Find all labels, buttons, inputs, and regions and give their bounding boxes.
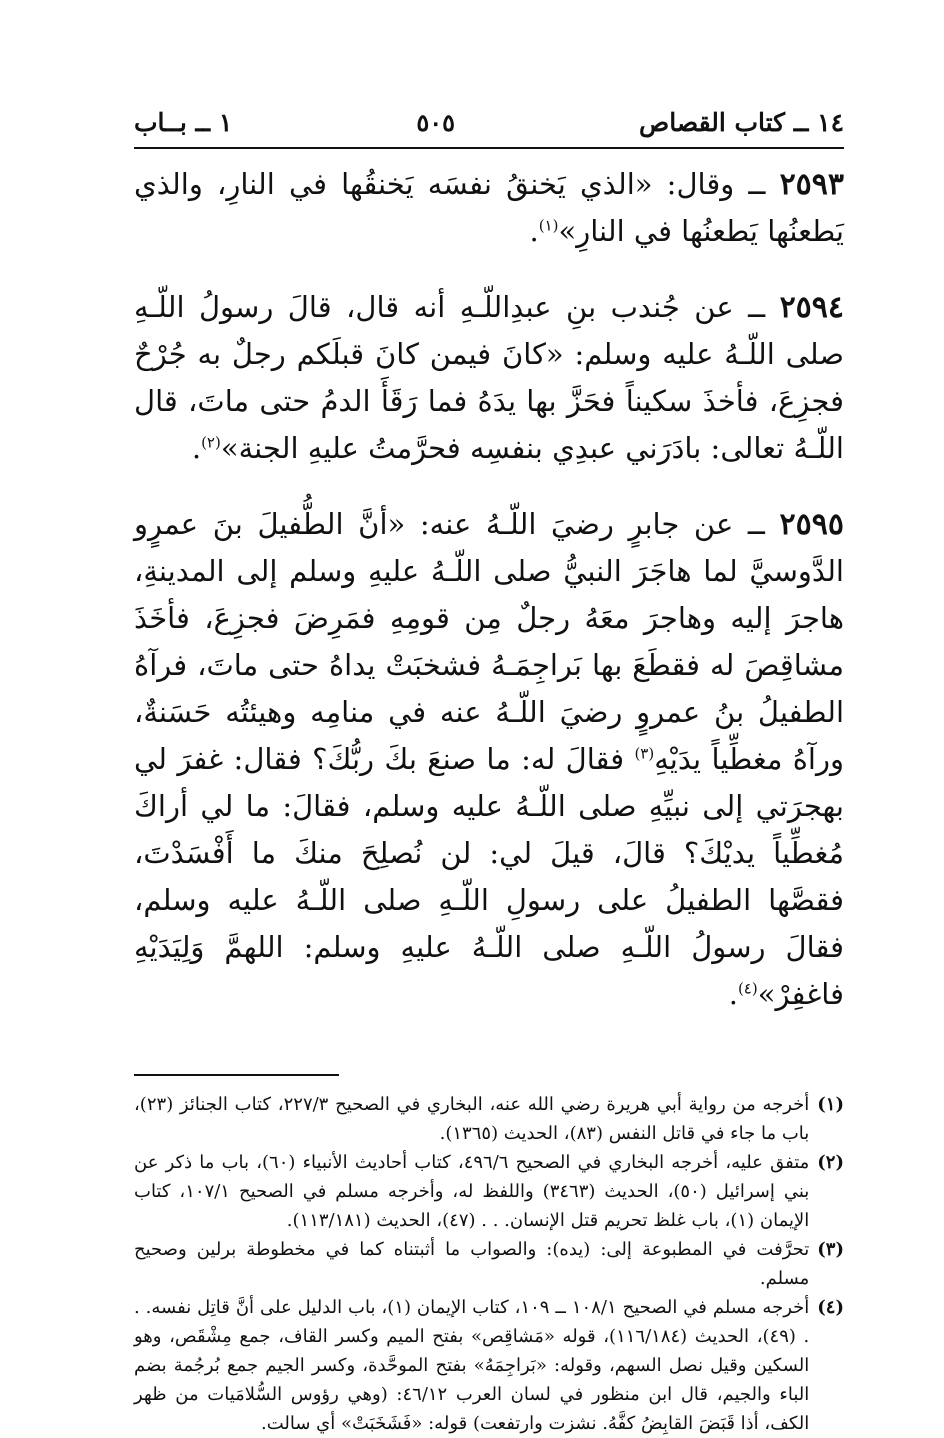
hadith-entry: ٢٥٩٣ ــ وقال: «الذي يَخنقُ نفسَه يَخنقُها في النارِ، والذي يَطعنُها يَطعنُها في النارِ»$^{(١)}$.: [134, 167, 845, 248]
footnote: [134, 1090, 844, 1148]
footnote-separator: [134, 1074, 339, 1076]
footnote: [134, 1148, 844, 1235]
footnote-text: متفق عليه، أخرجه البخاري في الصحيح ٤٩٦/٦، كتاب أحاديث الأنبياء (٦٠)، باب ما ذكر عن بني إسرائيل (٥٠)، الحديث (٣٤٦٣) واللفظ له، وأخرجه مسلم في الصحيح ١٠٧/١، كتاب الإيمان (١)، باب غلظ تحريم قتل الإنسان. . . (٤٧)، الحديث (١١٣/١٨١).: [134, 1152, 810, 1231]
hadith-entry: ٢٥٩٤ ــ عن جُندب بنِ عبدِاللّـهِ أنه قال، قالَ رسولُ اللّـهِ صلى اللّـهُ عليه وسلم: «كانَ فيمن كانَ قبلَكم رجلٌ به جُرْحٌ فجزِعَ، فأخذَ سكيناً فحَزَّ بها يدَهُ فما رَقَأَ الدمُ حتى ماتَ، قال اللّـهُ تعالى: بادَرَني عبدِي بنفسِه فحرَّمتُ عليهِ الجنة»$^{(٢)}$.: [134, 290, 845, 465]
footnote-ref: (١): [538, 216, 559, 235]
running-header: [134, 108, 844, 149]
footnote-text: أخرجه مسلم في الصحيح ١٠٨/١ ــ ١٠٩، كتاب الإيمان (١)، باب الدليل على أنَّ قاتِل نفسه. . . (٤٩)، الحديث (١١٦/١٨٤)، قوله «مَشاقِص» بفتح الميم وكسر القاف، جمع مِشْقَص، وهو السكين وقيل نصل السهم، وقوله: «بَراجِمَهُ» بفتح الموحَّدة، وكسر الجيم جمع بُرجُمة بضم الباء والجيم، قال ابن منظور في لسان العرب ٤٦/١٢: (وهي رؤوس السُّلامَيات من ظهر الكف، أذا قَبَضَ القابِضُ كفَّهُ. نشزت وارتفعت) قوله: «فَشَخَبَتْ» أي سالت.: [134, 1297, 810, 1434]
hadith-number: ٢٥٩٤: [779, 290, 845, 325]
footnotes: [134, 1090, 844, 1438]
footnote-text: أخرجه من رواية أبي هريرة رضي الله عنه، البخاري في الصحيح ٢٢٧/٣، كتاب الجنائز (٢٣)، باب ما جاء في قاتل النفس (٨٣)، الحديث (١٣٦٥).: [134, 1094, 810, 1144]
footnote-label: (٣): [817, 1239, 844, 1260]
footnote-label: (١): [817, 1094, 844, 1115]
footnote: [134, 1235, 844, 1293]
hadith-text: ــ عن جُندب بنِ عبدِاللّـهِ أنه قال، قالَ رسولُ اللّـهِ صلى اللّـهُ عليه وسلم: «كانَ فيمن كانَ قبلَكم رجلٌ به جُرْحٌ فجزِعَ، فأخذَ سكيناً فحَزَّ بها يدَهُ فما رَقَأَ الدمُ حتى ماتَ، قال اللّـهُ تعالى: بادَرَني عبدِي بنفسِه فحرَّمتُ عليهِ الجنة»: [134, 290, 844, 465]
page-number: ٥٠٥: [416, 108, 455, 137]
hadith-text: ــ عن جابرٍ رضيَ اللّـهُ عنه: «أنَّ الطُّفيلَ بنَ عمرٍو الدَّوسيَّ لما هاجَرَ النبيُّ صلى اللّـهُ عليهِ وسلم إلى المدينةِ، هاجرَ إليه وهاجرَ معَهُ رجلٌ مِن قومِهِ فمَرِضَ فجزِعَ، فأخَذَ مشاقِصَ له فقطَعَ بها بَراجِمَـهُ فشخبَتْ يداهُ حتى ماتَ، فرآهُ الطفيلُ بنُ عمروٍ رضيَ اللّـهُ عنه في منامِه وهيئتُه حَسَنةٌ، ورآهُ مغطِّياً يدَيْهِ: [134, 507, 844, 776]
footnote-label: (٤): [817, 1297, 844, 1318]
footnote-ref: (٢): [201, 433, 221, 452]
hadith-number: ٢٥٩٥: [779, 507, 844, 542]
footnote-text: تحرَّفت في المطبوعة إلى: (يده): والصواب ما أثبتناه كما في مخطوطة برلين وصحيح مسلم.: [134, 1239, 810, 1289]
hadith-number: ٢٥٩٣: [779, 167, 845, 202]
hadith-text-continued: فقالَ له: ما صنعَ بكَ ربُّكَ؟ فقال: غفرَ لي بهجرَتي إلى نبيِّهِ صلى اللّـهُ عليه وسلم، فقالَ: ما لي أراكَ مُغطِّياً يديْكَ؟ قالَ، قيلَ لي: لن نُصلِحَ منكَ ما أَفْسَدْتَ، فقصَّها الطفيلُ على رسولِ اللّـهِ صلى اللّـهُ عليه وسلم، فقالَ رسولُ اللّـهِ صلى اللّـهُ عليهِ وسلم: اللهمَّ وَلِيَدَيْهِ فاغفِرْ»: [134, 742, 844, 1011]
hadith-entry: ٢٥٩٥ ــ عن جابرٍ رضيَ اللّـهُ عنه: «أنَّ الطُّفيلَ بنَ عمرٍو الدَّوسيَّ لما هاجَرَ النبيُّ صلى اللّـهُ عليهِ وسلم إلى المدينةِ، هاجرَ إليه وهاجرَ معَهُ رجلٌ مِن قومِهِ فمَرِضَ فجزِعَ، فأخَذَ مشاقِصَ له فقطَعَ بها بَراجِمَـهُ فشخبَتْ يداهُ حتى ماتَ، فرآهُ الطفيلُ بنُ عمروٍ رضيَ اللّـهُ عنه في منامِه وهيئتُه حَسَنةٌ، ورآهُ مغطِّياً يدَيْهِ$^{(٣)}$ فقالَ له: ما صنعَ بكَ ربُّكَ؟ فقال: غفرَ لي بهجرَتي إلى نبيِّهِ صلى اللّـهُ عليه وسلم، فقالَ: ما لي أراكَ مُغطِّياً يديْكَ؟ قالَ، قيلَ لي: لن نُصلِحَ منكَ ما أَفْسَدْتَ، فقصَّها الطفيلُ على رسولِ اللّـهِ صلى اللّـهُ عليه وسلم، فقالَ رسولُ اللّـهِ صلى اللّـهُ عليهِ وسلم: اللهمَّ وَلِيَدَيْهِ فاغفِرْ»$^{(٤)}$.: [134, 507, 844, 1011]
chapter-title: ١٤ ــ كتاب القصاص: [639, 108, 844, 137]
footnote-ref: (٤): [737, 979, 758, 998]
footnote: [134, 1293, 844, 1438]
section-title: ١ ــ بــاب: [134, 108, 233, 137]
hadith-text: ــ وقال: «الذي يَخنقُ نفسَه يَخنقُها في النارِ، والذي يَطعنُها يَطعنُها في النارِ»: [134, 167, 844, 248]
footnote-label: (٢): [817, 1152, 844, 1173]
footnote-ref: (٣): [634, 744, 655, 763]
